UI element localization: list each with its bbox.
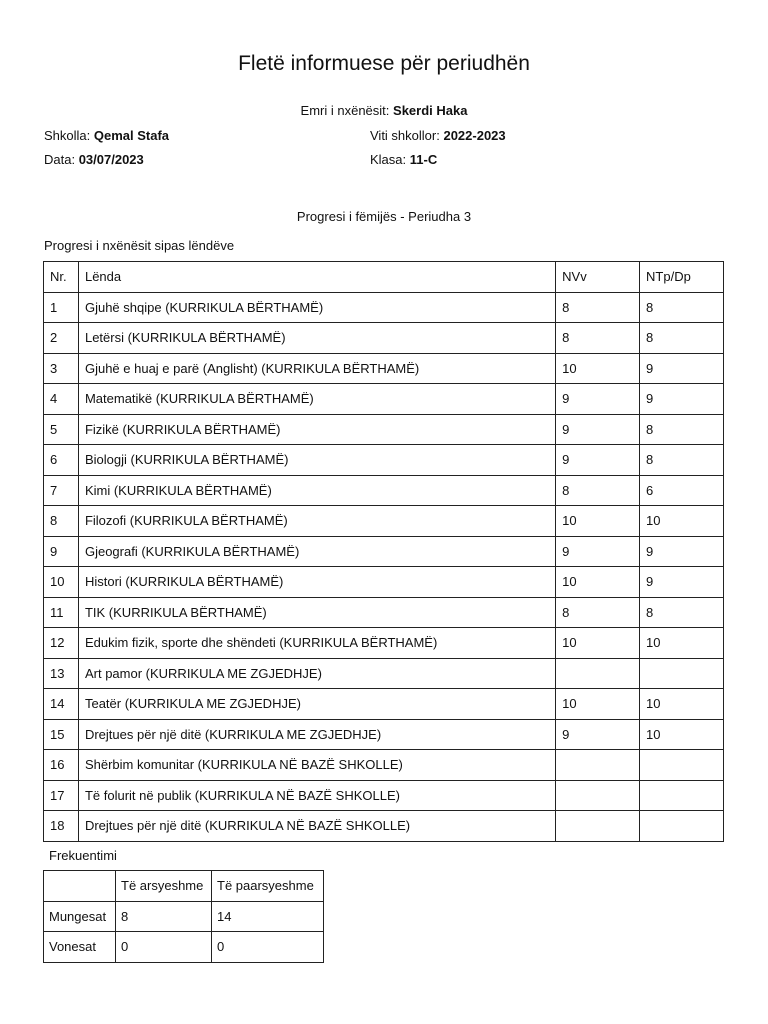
ntp-dp-grade: 9 [640, 536, 724, 567]
ntp-dp-grade [640, 780, 724, 811]
subject-name: Gjuhë e huaj e parë (Anglisht) (KURRIKULA BËRTHAMË) [78, 353, 555, 384]
nvv-grade: 8 [556, 323, 640, 354]
nvv-grade: 9 [556, 384, 640, 415]
class-label: Klasa: [370, 152, 407, 167]
school-line [44, 128, 169, 144]
subject-name: Gjuhë shqipe (KURRIKULA BËRTHAMË) [78, 292, 555, 323]
ntp-dp-grade: 8 [640, 414, 724, 445]
subject-name: Biologji (KURRIKULA BËRTHAMË) [78, 445, 555, 476]
nvv-grade [556, 811, 640, 842]
nvv-grade [556, 780, 640, 811]
ntp-dp-grade: 10 [640, 719, 724, 750]
unjustified-count: 0 [212, 932, 324, 963]
school-value: Qemal Stafa [93, 128, 170, 143]
table-row [44, 414, 724, 445]
nvv-grade: 9 [556, 536, 640, 567]
subjects-heading: Progresi i nxënësit sipas lëndëve [44, 238, 235, 253]
nvv-grade: 10 [556, 628, 640, 659]
class-value: 11-C [409, 152, 438, 167]
row-number: 9 [44, 536, 79, 567]
row-number: 6 [44, 445, 79, 476]
attendance-type: Mungesat [44, 901, 116, 932]
table-row [44, 292, 724, 323]
ntp-dp-grade: 8 [640, 597, 724, 628]
row-number: 5 [44, 414, 79, 445]
header-nr: Nr. [44, 262, 79, 293]
table-row [44, 353, 724, 384]
table-row [44, 475, 724, 506]
attendance-header-justified: Të arsyeshme [116, 871, 212, 902]
table-row [44, 689, 724, 720]
row-number: 8 [44, 506, 79, 537]
row-number: 12 [44, 628, 79, 659]
ntp-dp-grade: 8 [640, 445, 724, 476]
attendance-row [44, 932, 324, 963]
table-row [44, 506, 724, 537]
subject-name: Art pamor (KURRIKULA ME ZGJEDHJE) [78, 658, 555, 689]
row-number: 10 [44, 567, 79, 598]
attendance-header-blank [44, 871, 116, 902]
grades-header-row [44, 262, 724, 293]
attendance-header-unjustified: Të paarsyeshme [212, 871, 324, 902]
row-number: 2 [44, 323, 79, 354]
table-row [44, 384, 724, 415]
row-number: 17 [44, 780, 79, 811]
nvv-grade: 10 [556, 689, 640, 720]
row-number: 15 [44, 719, 79, 750]
nvv-grade [556, 658, 640, 689]
subject-name: Drejtues për një ditë (KURRIKULA NË BAZË SHKOLLE) [78, 811, 555, 842]
ntp-dp-grade [640, 811, 724, 842]
table-row [44, 597, 724, 628]
nvv-grade: 9 [556, 414, 640, 445]
ntp-dp-grade: 10 [640, 628, 724, 659]
subject-name: Filozofi (KURRIKULA BËRTHAMË) [78, 506, 555, 537]
student-name-value: Skerdi Haka [393, 103, 468, 118]
row-number: 14 [44, 689, 79, 720]
table-row [44, 445, 724, 476]
row-number: 3 [44, 353, 79, 384]
nvv-grade: 8 [556, 597, 640, 628]
ntp-dp-grade [640, 658, 724, 689]
nvv-grade: 10 [556, 506, 640, 537]
table-row [44, 658, 724, 689]
row-number: 18 [44, 811, 79, 842]
table-row [44, 323, 724, 354]
ntp-dp-grade: 6 [640, 475, 724, 506]
subject-name: Matematikë (KURRIKULA BËRTHAMË) [78, 384, 555, 415]
header-subject: Lënda [78, 262, 555, 293]
subject-name: Kimi (KURRIKULA BËRTHAMË) [78, 475, 555, 506]
nvv-grade [556, 750, 640, 781]
student-name-line [0, 103, 768, 119]
attendance-table [43, 870, 324, 963]
date-line [44, 152, 144, 168]
justified-count: 0 [116, 932, 212, 963]
nvv-grade: 8 [556, 292, 640, 323]
subject-name: Të folurit në publik (KURRIKULA NË BAZË SHKOLLE) [78, 780, 555, 811]
ntp-dp-grade [640, 750, 724, 781]
nvv-grade: 9 [556, 719, 640, 750]
subject-name: Drejtues për një ditë (KURRIKULA ME ZGJEDHJE) [78, 719, 555, 750]
row-number: 13 [44, 658, 79, 689]
date-label: Data: [44, 152, 76, 167]
subject-name: Gjeografi (KURRIKULA BËRTHAMË) [78, 536, 555, 567]
attendance-heading: Frekuentimi [49, 848, 117, 863]
attendance-header-row [44, 871, 324, 902]
table-row [44, 811, 724, 842]
attendance-row [44, 901, 324, 932]
ntp-dp-grade: 9 [640, 353, 724, 384]
table-row [44, 536, 724, 567]
subject-name: Edukim fizik, sporte dhe shëndeti (KURRIKULA BËRTHAMË) [78, 628, 555, 659]
table-row [44, 567, 724, 598]
unjustified-count: 14 [212, 901, 324, 932]
progress-heading: Progresi i fëmijës - Periudha 3 [296, 209, 472, 224]
nvv-grade: 10 [556, 567, 640, 598]
class-line [370, 152, 437, 168]
table-row [44, 719, 724, 750]
ntp-dp-grade: 9 [640, 384, 724, 415]
row-number: 16 [44, 750, 79, 781]
school-year-value: 2022-2023 [443, 128, 506, 143]
ntp-dp-grade: 8 [640, 323, 724, 354]
justified-count: 8 [116, 901, 212, 932]
subject-name: Fizikë (KURRIKULA BËRTHAMË) [78, 414, 555, 445]
school-label: Shkolla: [44, 128, 91, 143]
header-nvv: NVv [556, 262, 640, 293]
subject-name: Shërbim komunitar (KURRIKULA NË BAZË SHKOLLE) [78, 750, 555, 781]
nvv-grade: 9 [556, 445, 640, 476]
ntp-dp-grade: 10 [640, 689, 724, 720]
document-title: Fletë informuese për periudhën [238, 52, 530, 75]
date-value: 03/07/2023 [78, 152, 144, 167]
subject-name: Letërsi (KURRIKULA BËRTHAMË) [78, 323, 555, 354]
grades-table [43, 261, 724, 842]
school-year-line [370, 128, 506, 144]
subject-name: Histori (KURRIKULA BËRTHAMË) [78, 567, 555, 598]
nvv-grade: 8 [556, 475, 640, 506]
ntp-dp-grade: 8 [640, 292, 724, 323]
subject-name: Teatër (KURRIKULA ME ZGJEDHJE) [78, 689, 555, 720]
table-row [44, 750, 724, 781]
table-row [44, 628, 724, 659]
school-year-label: Viti shkollor: [370, 128, 440, 143]
subject-name: TIK (KURRIKULA BËRTHAMË) [78, 597, 555, 628]
ntp-dp-grade: 9 [640, 567, 724, 598]
attendance-type: Vonesat [44, 932, 116, 963]
nvv-grade: 10 [556, 353, 640, 384]
row-number: 7 [44, 475, 79, 506]
ntp-dp-grade: 10 [640, 506, 724, 537]
row-number: 4 [44, 384, 79, 415]
student-name-label: Emri i nxënësit: [300, 103, 390, 118]
row-number: 11 [44, 597, 79, 628]
header-ntp-dp: NTp/Dp [640, 262, 724, 293]
table-row [44, 780, 724, 811]
row-number: 1 [44, 292, 79, 323]
